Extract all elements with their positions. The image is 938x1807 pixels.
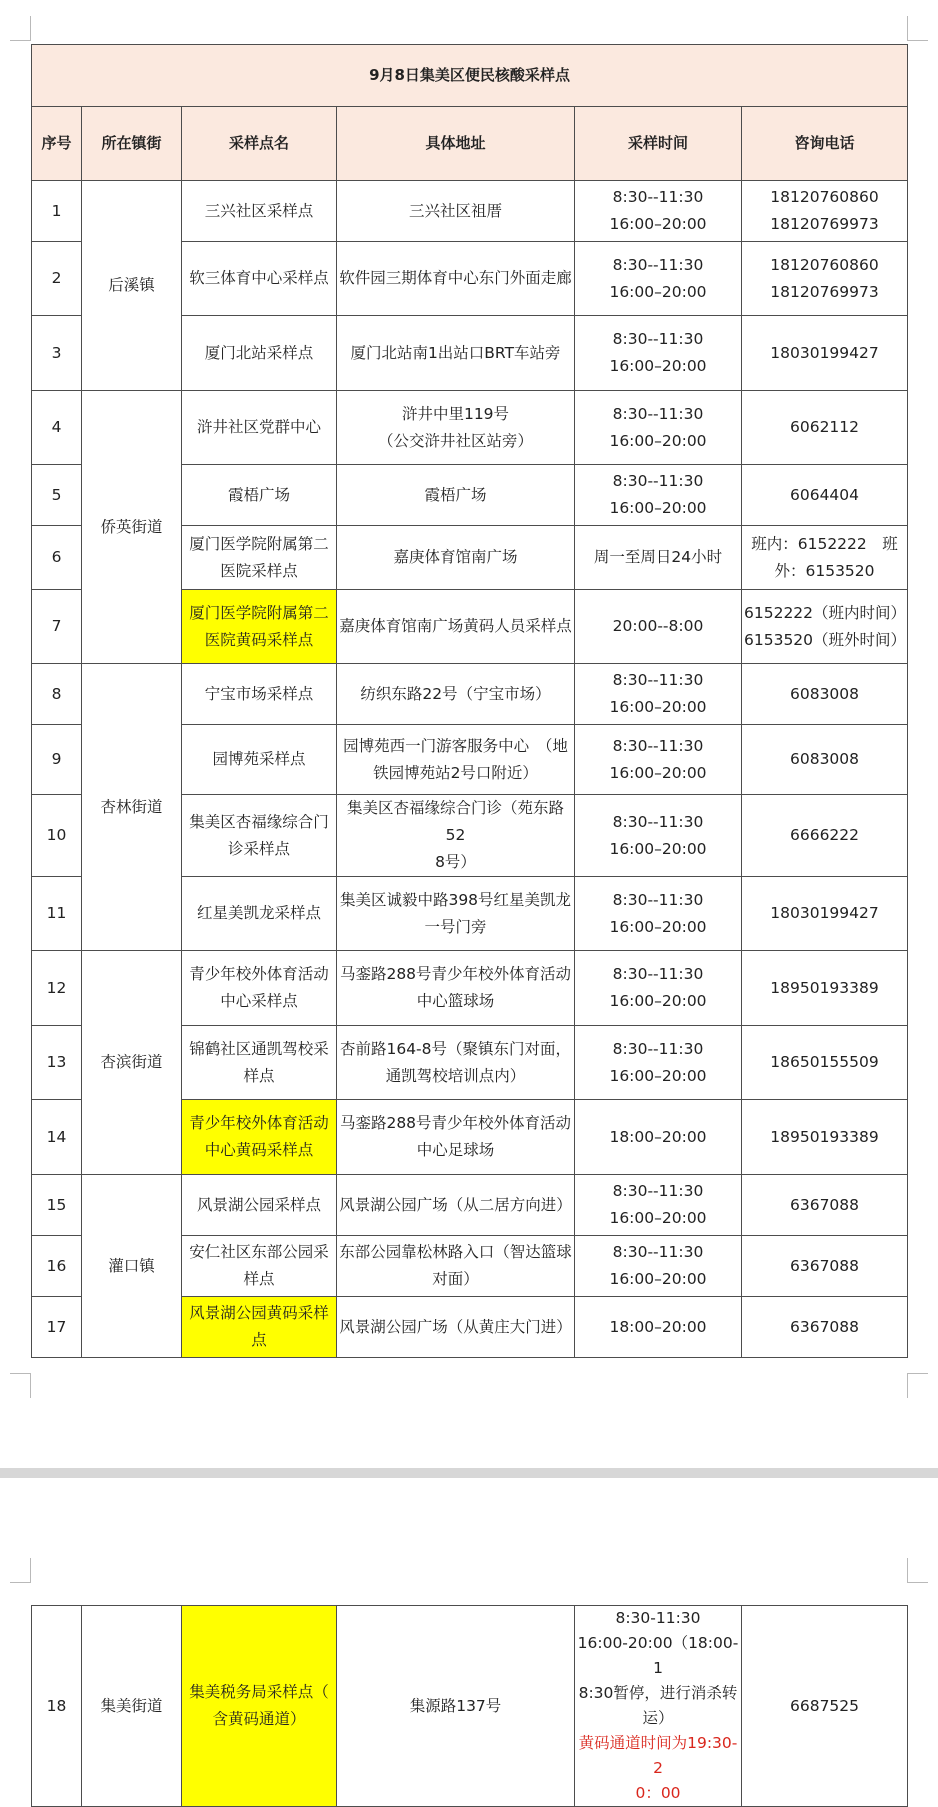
contact-phone: 18950193389 xyxy=(742,951,908,1026)
sampling-time: 8:30--11:30 16:00–20:00 xyxy=(575,1026,742,1100)
site-address: 园博苑西一门游客服务中心 （地 铁园博苑站2号口附近） xyxy=(337,725,575,795)
row-number: 4 xyxy=(32,391,82,465)
table-row xyxy=(32,951,908,1026)
row-number: 2 xyxy=(32,242,82,316)
page-corner-mark xyxy=(907,1373,928,1398)
contact-phone: 6666222 xyxy=(742,795,908,877)
sampling-time: 周一至周日24小时 xyxy=(575,526,742,590)
contact-phone: 18120760860 18120769973 xyxy=(742,242,908,316)
site-name: 浒井社区党群中心 xyxy=(182,391,337,465)
row-number: 1 xyxy=(32,181,82,242)
sampling-time: 8:30--11:30 16:00–20:00 xyxy=(575,242,742,316)
sampling-time: 8:30-11:30 16:00-20:00（18:00-1 8:30暂停，进行消杀转 运） 黄码通道时间为19:30-2 0：00 xyxy=(575,1606,742,1807)
table-row xyxy=(32,391,908,465)
site-name: 集美区杏福缘综合门 诊采样点 xyxy=(182,795,337,877)
sampling-time: 8:30--11:30 16:00–20:00 xyxy=(575,795,742,877)
row-number: 16 xyxy=(32,1236,82,1297)
site-address: 嘉庚体育馆南广场黄码人员采样点 xyxy=(337,590,575,664)
row-number: 5 xyxy=(32,465,82,526)
sampling-time: 8:30--11:30 16:00–20:00 xyxy=(575,725,742,795)
site-address: 集美区诚毅中路398号红星美凯龙 一号门旁 xyxy=(337,877,575,951)
sampling-time: 20:00--8:00 xyxy=(575,590,742,664)
town-cell: 侨英街道 xyxy=(82,391,182,664)
site-address: 东部公园靠松林路入口（智达篮球 对面） xyxy=(337,1236,575,1297)
col-header-town: 所在镇街 xyxy=(82,107,182,181)
site-address: 风景湖公园广场（从黄庄大门进） xyxy=(337,1297,575,1358)
row-number: 9 xyxy=(32,725,82,795)
col-header-time: 采样时间 xyxy=(575,107,742,181)
site-name: 青少年校外体育活动 中心采样点 xyxy=(182,951,337,1026)
sampling-time: 8:30--11:30 16:00–20:00 xyxy=(575,316,742,391)
table-title-row xyxy=(32,45,908,107)
site-address: 霞梧广场 xyxy=(337,465,575,526)
site-address: 马銮路288号青少年校外体育活动 中心足球场 xyxy=(337,1100,575,1175)
sampling-sites-table xyxy=(31,44,908,1358)
col-header-no: 序号 xyxy=(32,107,82,181)
page-corner-mark xyxy=(10,1558,31,1583)
sampling-time: 8:30--11:30 16:00–20:00 xyxy=(575,391,742,465)
row-number: 8 xyxy=(32,664,82,725)
contact-phone: 18030199427 xyxy=(742,877,908,951)
town-cell: 集美街道 xyxy=(82,1606,182,1807)
site-address: 软件园三期体育中心东门外面走廊 xyxy=(337,242,575,316)
col-header-site: 采样点名 xyxy=(182,107,337,181)
site-address: 马銮路288号青少年校外体育活动 中心篮球场 xyxy=(337,951,575,1026)
col-header-phone: 咨询电话 xyxy=(742,107,908,181)
site-address: 三兴社区祖厝 xyxy=(337,181,575,242)
table-title: 9月8日集美区便民核酸采样点 xyxy=(32,45,908,107)
table-row xyxy=(32,181,908,242)
col-header-address: 具体地址 xyxy=(337,107,575,181)
contact-phone: 18650155509 xyxy=(742,1026,908,1100)
contact-phone: 6083008 xyxy=(742,664,908,725)
site-name: 三兴社区采样点 xyxy=(182,181,337,242)
site-name-highlighted: 青少年校外体育活动 中心黄码采样点 xyxy=(182,1100,337,1175)
site-address: 纺织东路22号（宁宝市场） xyxy=(337,664,575,725)
page-corner-mark xyxy=(907,1558,928,1583)
yellow-code-time-note-cont: 0：00 xyxy=(635,1784,681,1802)
sampling-time: 8:30--11:30 16:00–20:00 xyxy=(575,181,742,242)
contact-phone: 6083008 xyxy=(742,725,908,795)
contact-phone: 6367088 xyxy=(742,1175,908,1236)
site-address: 嘉庚体育馆南广场 xyxy=(337,526,575,590)
site-name: 红星美凯龙采样点 xyxy=(182,877,337,951)
site-address: 浒井中里119号 （公交浒井社区站旁） xyxy=(337,391,575,465)
site-address: 集美区杏福缘综合门诊（苑东路52 8号） xyxy=(337,795,575,877)
sampling-time: 8:30--11:30 16:00–20:00 xyxy=(575,1236,742,1297)
row-number: 18 xyxy=(32,1606,82,1807)
contact-phone: 6152222（班内时间） 6153520（班外时间） xyxy=(742,590,908,664)
document-page-2 xyxy=(0,1478,938,1802)
page-corner-mark xyxy=(907,16,928,41)
town-cell: 后溪镇 xyxy=(82,181,182,391)
row-number: 15 xyxy=(32,1175,82,1236)
row-number: 13 xyxy=(32,1026,82,1100)
site-address: 风景湖公园广场（从二居方向进） xyxy=(337,1175,575,1236)
site-name: 安仁社区东部公园采 样点 xyxy=(182,1236,337,1297)
site-name-highlighted: 厦门医学院附属第二 医院黄码采样点 xyxy=(182,590,337,664)
sampling-time: 8:30--11:30 16:00–20:00 xyxy=(575,1175,742,1236)
contact-phone: 6062112 xyxy=(742,391,908,465)
town-cell: 灌口镇 xyxy=(82,1175,182,1358)
row-number: 11 xyxy=(32,877,82,951)
site-name: 软三体育中心采样点 xyxy=(182,242,337,316)
sampling-time: 18:00–20:00 xyxy=(575,1100,742,1175)
sampling-time: 8:30--11:30 16:00–20:00 xyxy=(575,877,742,951)
contact-phone: 6687525 xyxy=(742,1606,908,1807)
row-number: 3 xyxy=(32,316,82,391)
site-name: 霞梧广场 xyxy=(182,465,337,526)
sampling-time: 8:30--11:30 16:00–20:00 xyxy=(575,664,742,725)
row-number: 6 xyxy=(32,526,82,590)
sampling-time: 18:00–20:00 xyxy=(575,1297,742,1358)
contact-phone: 班内：6152222 班 外：6153520 xyxy=(742,526,908,590)
page-corner-mark xyxy=(10,1373,31,1398)
contact-phone: 18950193389 xyxy=(742,1100,908,1175)
site-name: 厦门医学院附属第二 医院采样点 xyxy=(182,526,337,590)
table-row xyxy=(32,664,908,725)
town-cell: 杏滨街道 xyxy=(82,951,182,1175)
sampling-time: 8:30--11:30 16:00–20:00 xyxy=(575,951,742,1026)
contact-phone: 18030199427 xyxy=(742,316,908,391)
site-name: 园博苑采样点 xyxy=(182,725,337,795)
row-number: 7 xyxy=(32,590,82,664)
table-header-row xyxy=(32,107,908,181)
site-address: 集源路137号 xyxy=(337,1606,575,1807)
yellow-code-time-note: 黄码通道时间为19:30-2 xyxy=(578,1734,738,1777)
site-name-highlighted: 风景湖公园黄码采样 点 xyxy=(182,1297,337,1358)
site-name: 锦鹤社区通凯驾校采 样点 xyxy=(182,1026,337,1100)
site-address: 厦门北站南1出站口BRT车站旁 xyxy=(337,316,575,391)
row-number: 14 xyxy=(32,1100,82,1175)
sampling-time: 8:30--11:30 16:00–20:00 xyxy=(575,465,742,526)
row-number: 12 xyxy=(32,951,82,1026)
table-row xyxy=(32,1606,908,1807)
contact-phone: 6367088 xyxy=(742,1236,908,1297)
contact-phone: 6367088 xyxy=(742,1297,908,1358)
site-name-highlighted: 集美税务局采样点（ 含黄码通道） xyxy=(182,1606,337,1807)
town-cell: 杏林街道 xyxy=(82,664,182,951)
page-corner-mark xyxy=(10,16,31,41)
row-number: 10 xyxy=(32,795,82,877)
row-number: 17 xyxy=(32,1297,82,1358)
page-separator xyxy=(0,1468,938,1478)
site-name: 厦门北站采样点 xyxy=(182,316,337,391)
table-row xyxy=(32,1175,908,1236)
site-address: 杏前路164-8号（聚镇东门对面， 通凯驾校培训点内） xyxy=(337,1026,575,1100)
contact-phone: 6064404 xyxy=(742,465,908,526)
site-name: 宁宝市场采样点 xyxy=(182,664,337,725)
contact-phone: 18120760860 18120769973 xyxy=(742,181,908,242)
site-name: 风景湖公园采样点 xyxy=(182,1175,337,1236)
sampling-sites-table-continued xyxy=(31,1605,908,1807)
